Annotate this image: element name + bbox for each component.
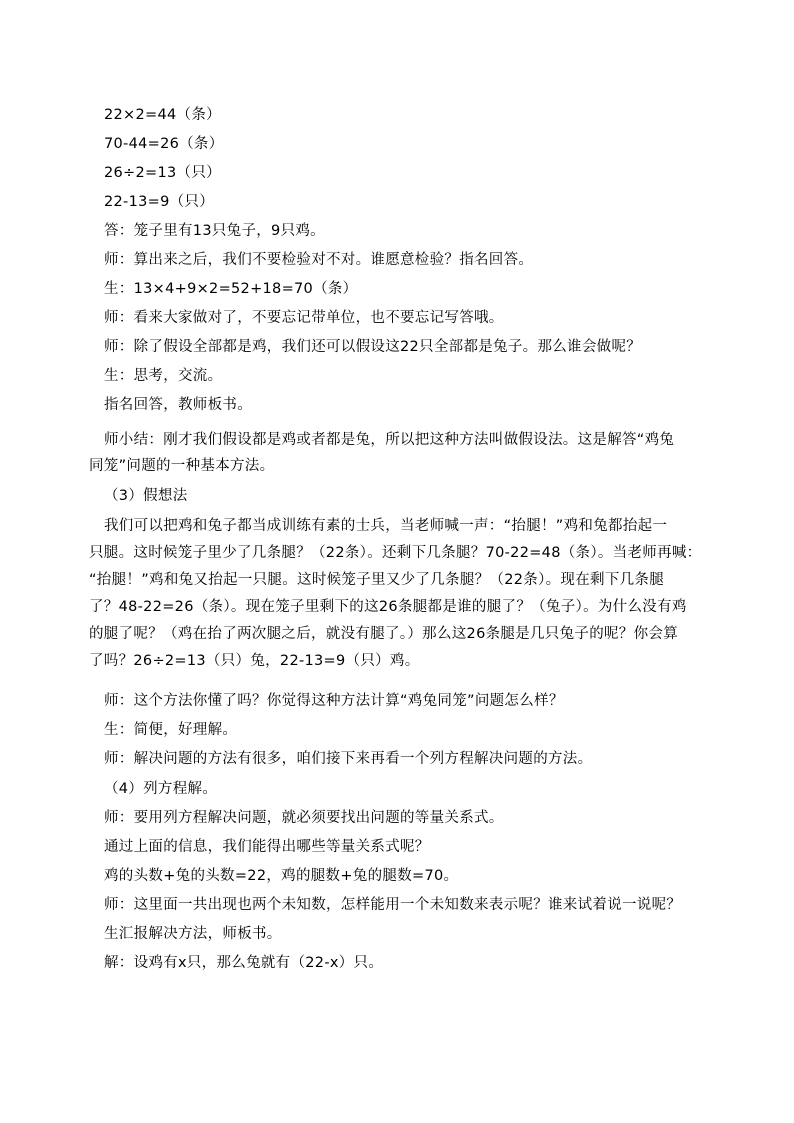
calc-line-3: 26÷2=13（只） xyxy=(104,165,221,181)
story-line-2: 只腿。这时候笼子里少了几条腿？（22条）。还剩下几条腿？70-22=48（条）。当老师再喊： xyxy=(89,545,702,561)
answer-line: 答：笼子里有13只兔子，9只鸡。 xyxy=(104,223,325,239)
relation-line: 鸡的头数+兔的头数=22，鸡的腿数+兔的腿数=70。 xyxy=(104,868,459,884)
student-simple-line: 生：简便，好理解。 xyxy=(104,722,238,738)
summary-line-1: 师小结：刚才我们假设都是鸡或者都是兔，所以把这种方法叫做假设法。这是解答“鸡兔 xyxy=(104,432,675,448)
summary-line-2: 同笼”问题的一种基本方法。 xyxy=(89,458,275,474)
teacher-question-line: 师：这个方法你懂了吗？你觉得这种方法计算“鸡兔同笼”问题怎么样？ xyxy=(104,693,564,709)
unknown-line: 师：这里面一共出现也两个未知数，怎样能用一个未知数来表示呢？谁来试着说一说呢？ xyxy=(104,897,682,913)
question-line: 通过上面的信息，我们能得出哪些等量关系式呢？ xyxy=(104,839,430,855)
teacher-rabbit-line: 师：除了假设全部都是鸡，我们还可以假设这22只全部都是兔子。那么谁会做呢？ xyxy=(104,339,642,355)
story-line-3: “抬腿！”鸡和兔又抬起一只腿。这时候笼子里又少了几条腿？（22条）。现在剩下几条腿 xyxy=(89,572,665,588)
teacher-equation-line: 师：要用列方程解决问题，就必须要找出问题的等量关系式。 xyxy=(104,810,504,826)
story-line-1: 我们可以把鸡和兔子都当成训练有素的士兵，当老师喊一声：“抬腿！”鸡和兔都抬起一 xyxy=(104,518,668,534)
story-line-5: 的腿了呢？（鸡在抬了两次腿之后，就没有腿了。）那么这26条腿是几只兔子的呢？你会算 xyxy=(89,626,678,642)
teacher-reminder-line: 师：看来大家做对了，不要忘记带单位，也不要忘记写答哦。 xyxy=(104,310,504,326)
section-4-heading: （4）列方程解。 xyxy=(104,781,218,797)
student-check-line: 生：13×4+9×2=52+18=70（条） xyxy=(104,281,358,297)
student-think-line: 生：思考，交流。 xyxy=(104,368,223,384)
calc-line-2: 70-44=26（条） xyxy=(104,136,224,152)
story-line-4: 了？48-22=26（条）。现在笼子里剩下的这26条腿都是谁的腿了？（兔子）。为什么没有鸡 xyxy=(89,599,687,615)
teacher-check-line: 师：算出来之后，我们不要检验对不对。谁愿意检验？指名回答。 xyxy=(104,252,534,268)
calc-line-4: 22-13=9（只） xyxy=(104,194,215,210)
story-line-6: 了吗？26÷2=13（只）兔，22-13=9（只）鸡。 xyxy=(89,653,420,669)
solution-line: 解：设鸡有x只，那么兔就有（22-x）只。 xyxy=(104,955,384,971)
report-line: 生汇报解决方法，师板书。 xyxy=(104,926,282,942)
calc-line-1: 22×2=44（条） xyxy=(104,107,221,123)
teacher-next-method-line: 师：解决问题的方法有很多，咱们接下来再看一个列方程解决问题的方法。 xyxy=(104,751,593,767)
section-3-heading: （3）假想法 xyxy=(104,488,188,504)
board-line: 指名回答，教师板书。 xyxy=(104,397,252,413)
